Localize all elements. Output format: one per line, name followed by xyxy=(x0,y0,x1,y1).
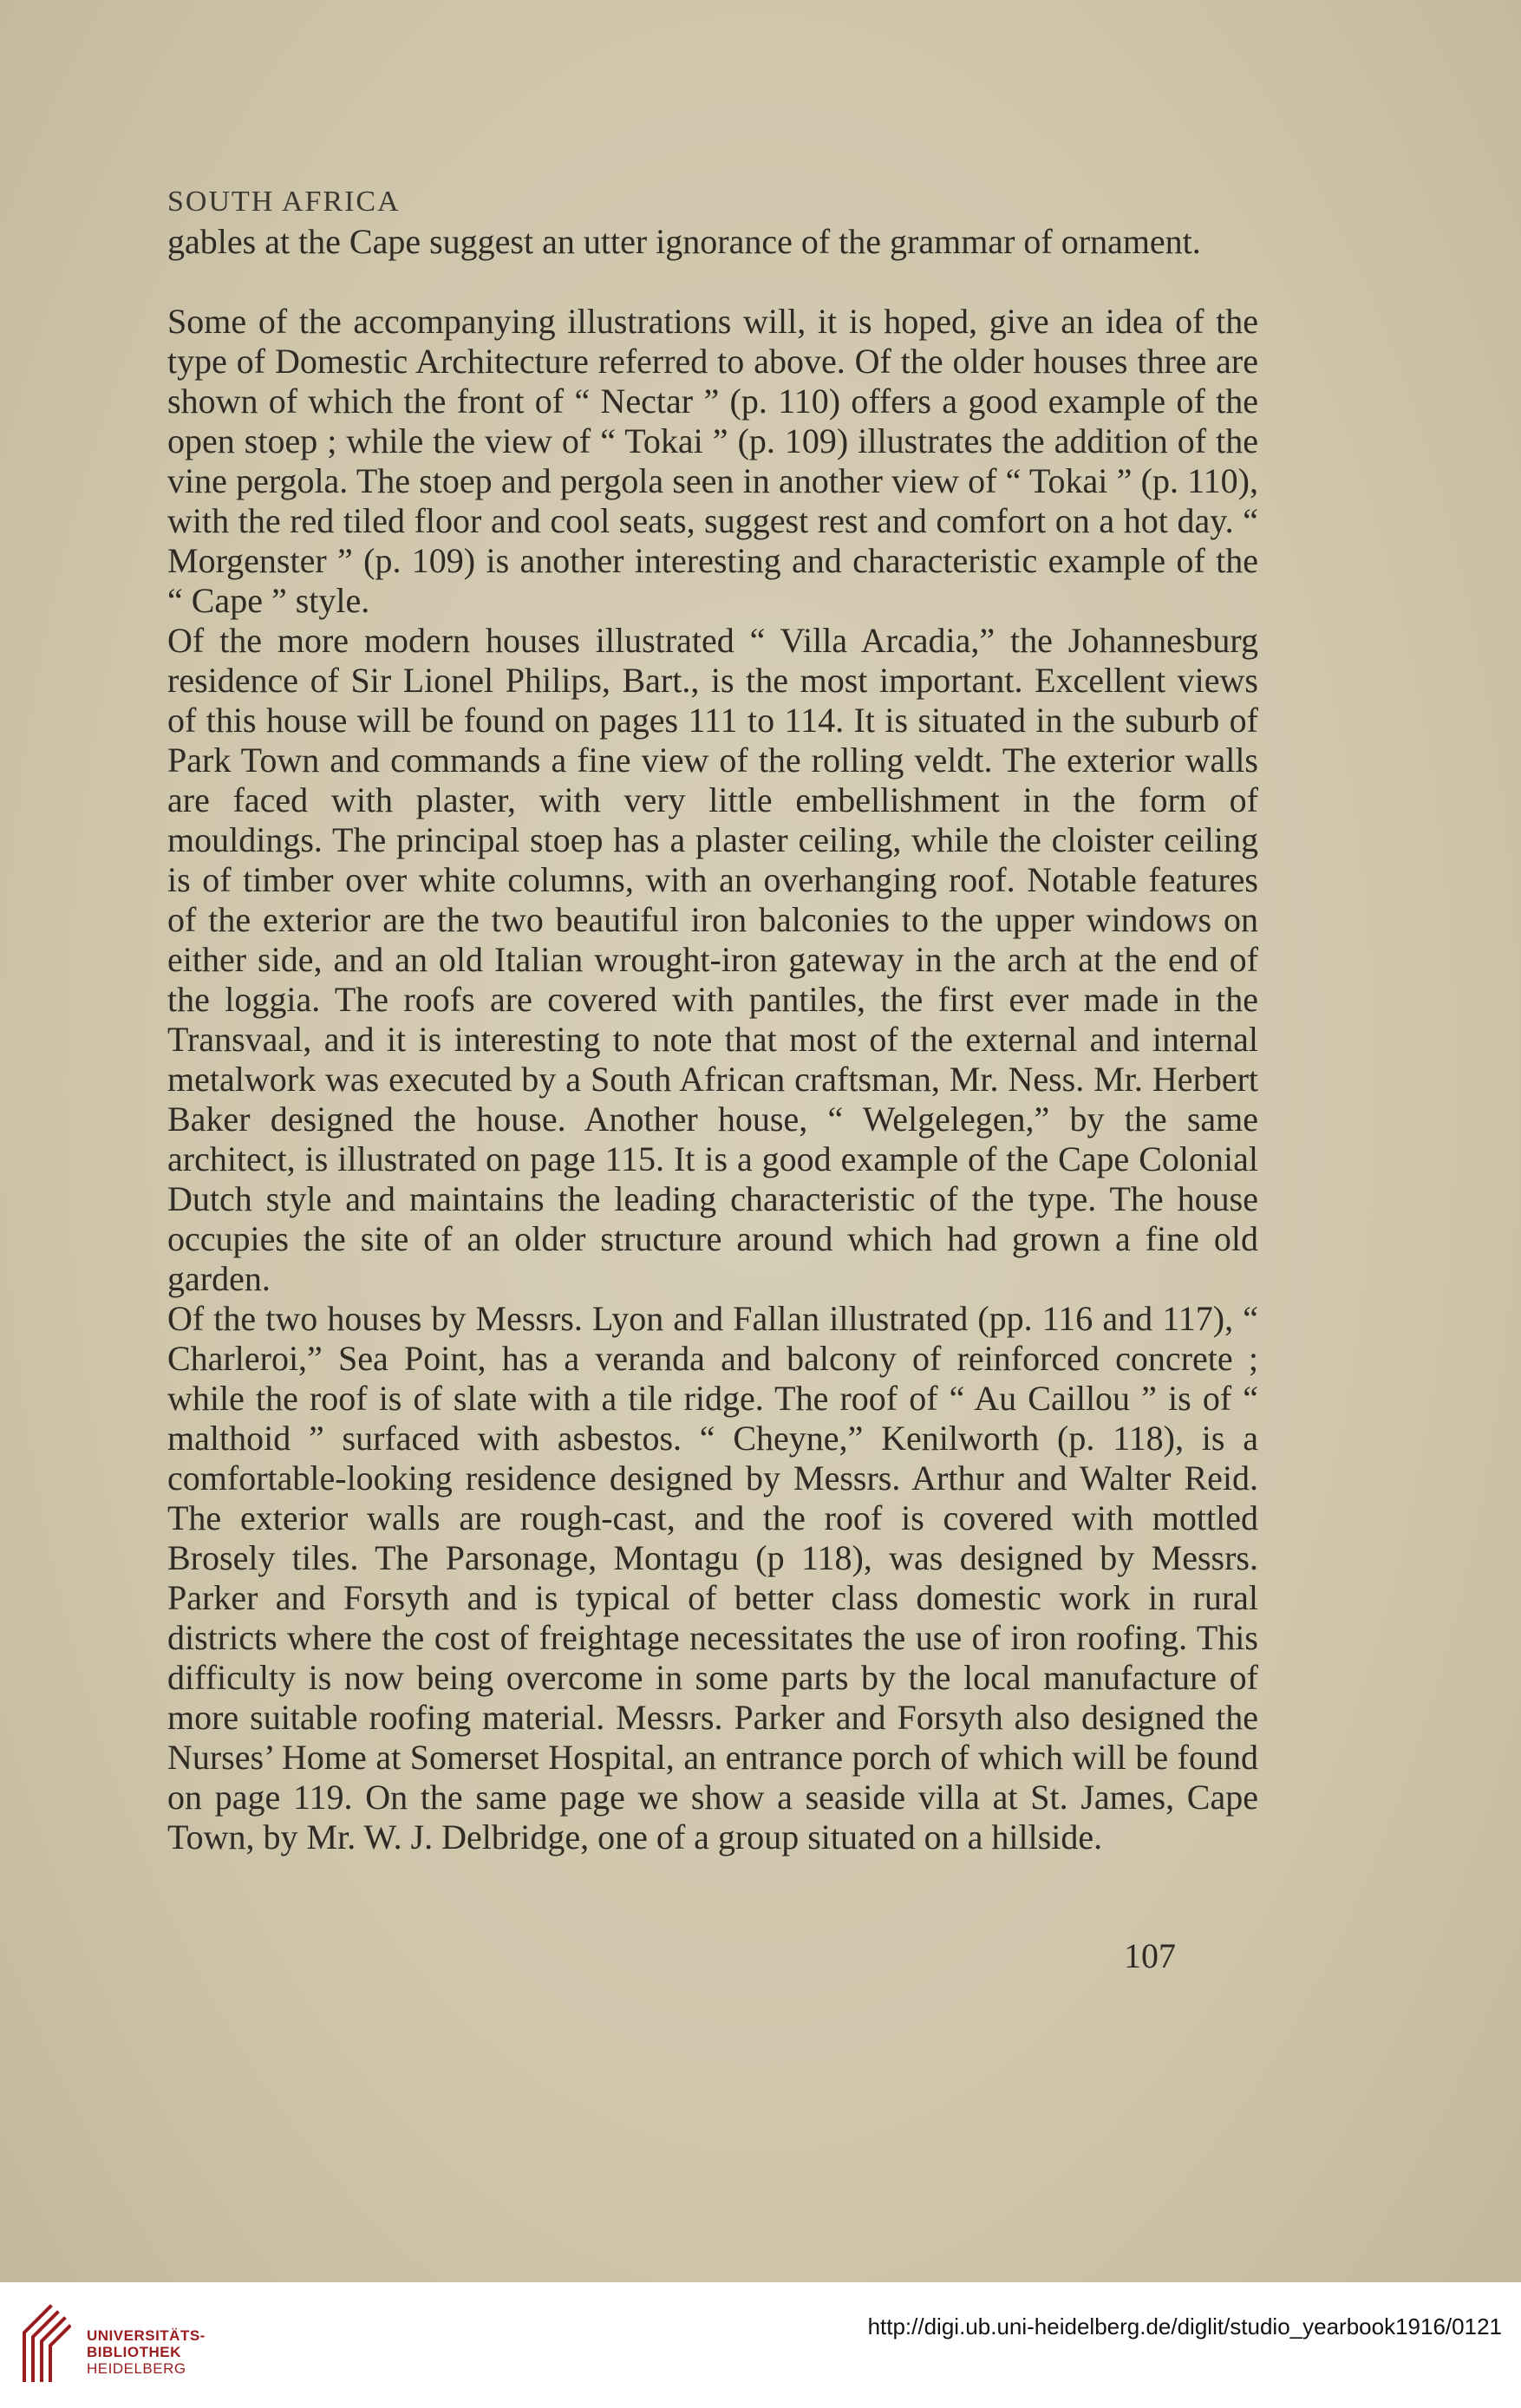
source-url[interactable]: http://digi.ub.uni-heidelberg.de/diglit/studio_yearbook1916/0121 xyxy=(867,2313,1502,2339)
paragraph: Some of the accompanying illustrations will, it is hoped, give an idea of the type of Domestic Architecture referred to above. Of the older houses three are shown of which the front of “ Nectar ” (p. 110) offers a good example of the open stoep ; while the view of “ Tokai ” (p. 109) illustrates the addition of the vine pergola. The stoep and pergola seen in another view of “ Tokai ” (p. 110), with the red tiled floor and cool seats, suggest rest and comfort on a hot day. “ Morgenster ” (p. 109) is another interesting and characteristic example of the “ Cape ” style. xyxy=(167,302,1258,620)
library-name-line-3: HEIDELBERG xyxy=(87,2360,186,2377)
paragraph: gables at the Cape suggest an utter ignorance of the grammar of ornament. xyxy=(167,222,1201,261)
body-text xyxy=(167,222,1258,1857)
page-number: 107 xyxy=(1124,1936,1176,1975)
library-logo-icon xyxy=(16,2298,71,2385)
paragraph: Of the two houses by Messrs. Lyon and Fallan illustrated (pp. 116 and 117), “ Charleroi,” Sea Point, has a veranda and balcony of reinforced concrete ; while the roof is of slate with a tile ridge. The roof of “ Au Caillou ” is of “ malthoid ” surfaced with asbestos. “ Cheyne,” Kenilworth (p. 118), is a comfortable-looking residence designed by Messrs. Arthur and Walter Reid. The exterior walls are rough-cast, and the roof is covered with mottled Brosely tiles. The Parsonage, Montagu (p 118), was designed by Messrs. Parker and Forsyth and is typical of better class domestic work in rural districts where the cost of freightage necessitates the use of iron roofing. This difficulty is now being overcome in some parts by the local manufacture of more suitable roofing material. Messrs. Parker and Forsyth also designed the Nurses’ Home at Somerset Hospital, an entrance porch of which will be found on page 119. On the same page we show a seaside villa at St. James, Cape Town, by Mr. W. J. Delbridge, one of a group situated on a hillside. xyxy=(167,1299,1258,1857)
paragraph: Of the more modern houses illustrated “ Villa Arcadia,” the Johannesburg residence of Sir Lionel Philips, Bart., is the most important. Excellent views of this house will be found on pages 111 to 114. It is situated in the suburb of Park Town and commands a fine view of the rolling veldt. The exterior walls are faced with plaster, with very little embellishment in the form of mouldings. The principal stoep has a plaster ceiling, while the cloister ceiling is of timber over white columns, with an overhanging roof. Notable features of the exterior are the two beautiful iron balconies to the upper windows on either side, and an old Italian wrought-iron gateway in the arch at the end of the loggia. The roofs are covered with pantiles, the first ever made in the Transvaal, and it is interesting to note that most of the external and internal metalwork was executed by a South African craftsman, Mr. Ness. Mr. Herbert Baker designed the house. Another house, “ Welgelegen,” by the same architect, is illustrated on page 115. It is a good example of the Cape Colonial Dutch style and maintains the leading characteristic of the type. The house occupies the site of an older structure around which had grown a fine old garden. xyxy=(167,621,1258,1298)
library-name-line-1: UNIVERSITÄTS- xyxy=(87,2327,206,2344)
running-head: SOUTH AFRICA xyxy=(167,186,401,218)
library-name-line-2: BIBLIOTHEK xyxy=(87,2344,181,2360)
library-footer xyxy=(0,2282,1521,2408)
library-name xyxy=(87,2327,206,2377)
